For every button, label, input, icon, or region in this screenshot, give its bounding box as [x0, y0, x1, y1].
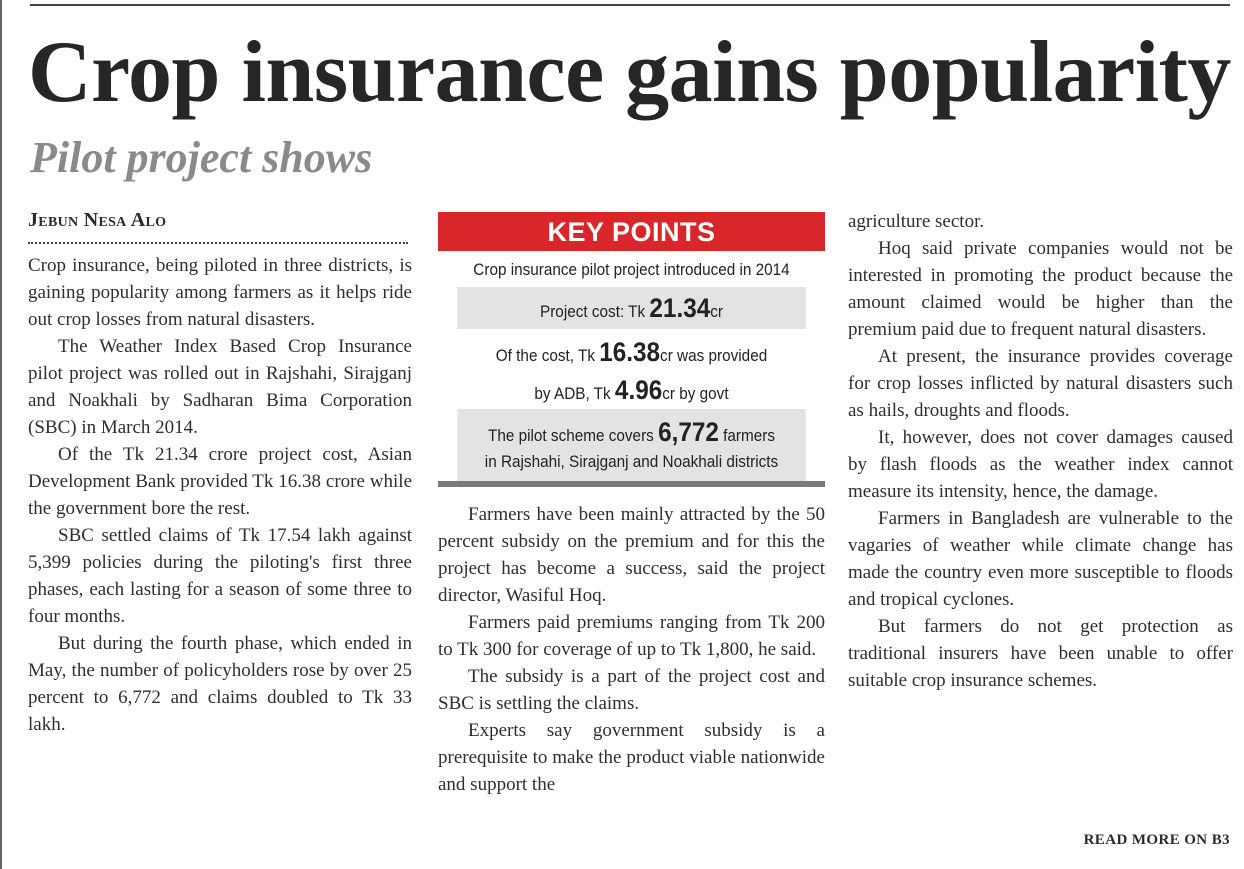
- key-point-funding-line-2: [457, 373, 805, 411]
- govt-prefix: by ADB, Tk: [534, 384, 615, 403]
- coverage-prefix: The pilot scheme covers: [487, 426, 659, 445]
- key-point-cost-prefix: Project cost: Tk: [540, 302, 650, 321]
- paragraph: But farmers do not get protection as traditional insurers have been unable to offer suitable crop insurance schemes.: [848, 616, 1233, 691]
- key-points-box: [438, 212, 825, 487]
- key-point-cost: [457, 287, 805, 329]
- subheadline: Pilot project shows: [30, 133, 373, 182]
- farmers-count: 6,772: [658, 417, 719, 447]
- column-2-text: [438, 501, 825, 798]
- paragraph: Hoq said private companies would not be interested in promoting the product because the amount claimed would be higher than the premium paid due to frequent natural disasters.: [848, 238, 1233, 340]
- key-point-intro: Crop insurance pilot project introduced in 2014: [473, 260, 790, 279]
- paragraph: Farmers in Bangladesh are vulnerable to the vagaries of weather while climate change has made the country even more susceptible to floods and tropical cyclones.: [848, 508, 1233, 610]
- funding-suffix: cr was provided: [660, 346, 768, 365]
- key-point-coverage: [457, 409, 805, 481]
- paragraph: Farmers paid premiums ranging from Tk 200 to Tk 300 for coverage of up to Tk 1,800, he said.: [438, 612, 825, 660]
- paragraph: SBC settled claims of Tk 17.54 lakh against 5,399 policies during the piloting's first three phases, each lasting for a season of some three to four months.: [28, 525, 412, 627]
- coverage-suffix: farmers: [718, 426, 775, 445]
- key-points-title: KEY POINTS: [438, 212, 825, 251]
- dotted-divider: [28, 242, 408, 244]
- column-3-text: [848, 208, 1233, 694]
- read-more-link[interactable]: READ MORE ON B3: [1083, 832, 1230, 848]
- key-point-coverage-line-1: [457, 419, 805, 449]
- paragraph: At present, the insurance provides coverage for crop losses inflicted by natural disasters such as hails, droughts and floods.: [848, 346, 1233, 421]
- key-point-cost-unit: cr: [710, 302, 723, 321]
- paragraph: Crop insurance, being piloted in three districts, is gaining popularity among farmers as it helps ride out crop losses from natural disasters.: [28, 255, 412, 330]
- paragraph-continuation: agriculture sector.: [848, 211, 985, 232]
- key-point-coverage-line-2: in Rajshahi, Sirajganj and Noakhali districts: [484, 452, 779, 471]
- column-1: [28, 206, 412, 738]
- govt-amount: 4.96: [614, 375, 663, 405]
- left-border-rule: [0, 0, 2, 869]
- funding-prefix: Of the cost, Tk: [495, 346, 600, 365]
- paragraph: Farmers have been mainly attracted by the 50 percent subsidy on the premium and for this the project has become a success, said the project director, Wasiful Hoq.: [438, 504, 825, 606]
- paragraph: But during the fourth phase, which ended in May, the number of policyholders rose by over 25 percent to 6,772 and claims doubled to Tk 33 lakh.: [28, 633, 412, 735]
- byline-name: Jebun Nesa Alo: [28, 209, 167, 231]
- byline: [28, 206, 412, 234]
- column-3: [848, 208, 1233, 694]
- column-1-text: [28, 252, 412, 738]
- adb-amount: 16.38: [599, 337, 661, 367]
- key-point-funding: [457, 329, 805, 409]
- paragraph: It, however, does not cover damages caused by flash floods as the weather index cannot measure its intensity, hence, the damage.: [848, 427, 1233, 502]
- column-2: [438, 212, 825, 798]
- govt-suffix: cr by govt: [662, 384, 729, 403]
- paragraph: Experts say government subsidy is a prerequisite to make the product viable nationwide and support the: [438, 720, 825, 795]
- top-border-rule: [30, 4, 1230, 6]
- paragraph: The Weather Index Based Crop Insurance pilot project was rolled out in Rajshahi, Sirajganj and Noakhali by Sadharan Bima Corporation (SBC) in March 2014.: [28, 336, 412, 438]
- key-points-bottom-bar: [438, 481, 825, 487]
- key-point-cost-value: 21.34: [649, 293, 711, 323]
- paragraph: Of the Tk 21.34 crore project cost, Asian Development Bank provided Tk 16.38 crore while the government bore the rest.: [28, 444, 412, 519]
- headline: Crop insurance gains popularity: [28, 24, 1231, 121]
- paragraph: The subsidy is a part of the project cost and SBC is settling the claims.: [438, 666, 825, 714]
- key-point-funding-line-1: [457, 335, 805, 373]
